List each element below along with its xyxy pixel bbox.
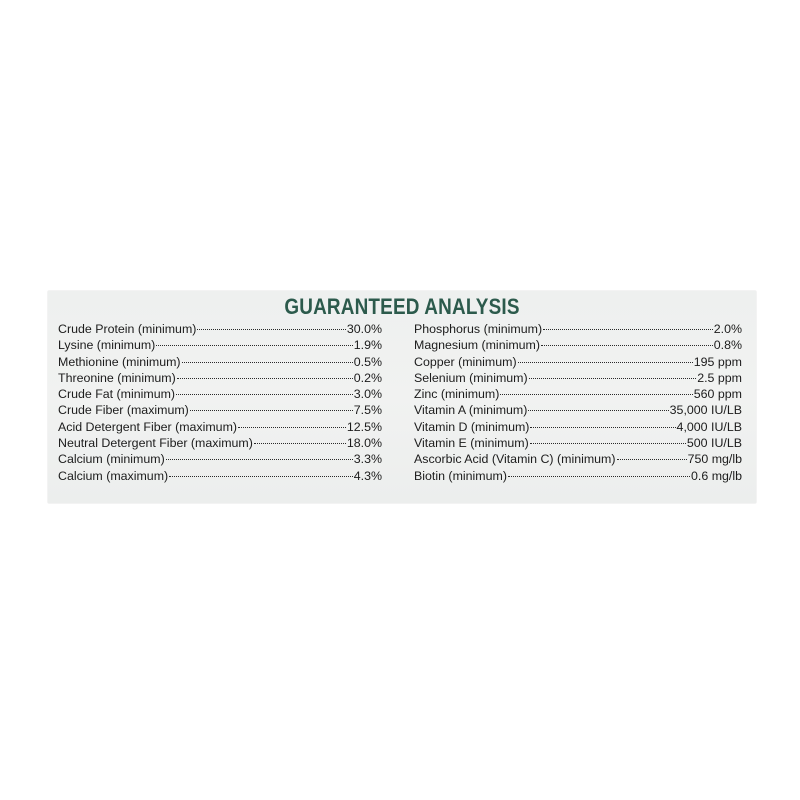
nutrient-value: 18.0%: [346, 436, 382, 451]
nutrient-name: Vitamin E (minimum): [414, 436, 529, 451]
dot-leader: [254, 443, 346, 444]
dot-leader: [182, 362, 353, 363]
nutrient-row: [58, 468, 382, 484]
dot-leader: [166, 459, 353, 460]
nutrient-value: 3.3%: [353, 452, 382, 467]
nutrient-name: Phosphorus (minimum): [414, 322, 543, 336]
nutrient-row: [414, 370, 742, 386]
dot-leader: [518, 362, 693, 363]
nutrient-row: [414, 402, 742, 418]
nutrient-name: Vitamin A (minimum): [414, 403, 528, 418]
nutrient-value: 7.5%: [353, 403, 382, 418]
nutrient-row: [58, 435, 382, 451]
dot-leader: [177, 378, 353, 379]
nutrient-row: [414, 386, 742, 402]
nutrient-row: [58, 386, 382, 402]
label-title: GUARANTEED ANALYSIS: [284, 294, 520, 319]
nutrient-name: Threonine (minimum): [58, 370, 176, 385]
nutrient-value: 3.0%: [353, 387, 382, 402]
nutrient-value: 12.5%: [346, 419, 382, 434]
right-nutrient-column: [414, 321, 742, 484]
dot-leader: [530, 443, 686, 444]
dot-leader: [529, 378, 697, 379]
dot-leader: [508, 476, 690, 477]
nutrient-name: Ascorbic Acid (Vitamin C) (minimum): [414, 452, 616, 467]
dot-leader: [169, 476, 353, 477]
nutrient-name: Crude Fat (minimum): [58, 387, 176, 402]
nutrient-name: Zinc (minimum): [414, 387, 500, 402]
nutrient-row: [58, 370, 382, 386]
nutrient-name: Vitamin D (minimum): [414, 419, 530, 434]
nutrient-value: 4.3%: [353, 468, 382, 483]
nutrient-name: Magnesium (minimum): [414, 338, 540, 353]
nutrient-name: Neutral Detergent Fiber (maximum): [58, 436, 253, 451]
dot-leader: [528, 410, 668, 411]
guaranteed-analysis-label: [48, 291, 756, 503]
nutrient-row: [414, 435, 742, 451]
nutrient-row: [58, 402, 382, 418]
nutrient-value: 750 mg/lb: [687, 452, 742, 467]
nutrient-value: 4,000 IU/LB: [676, 419, 742, 434]
dot-leader: [617, 459, 687, 460]
nutrient-value: 500 IU/LB: [686, 436, 742, 451]
nutrient-name: Lysine (minimum): [58, 338, 156, 353]
nutrient-row: [414, 468, 742, 484]
nutrient-value: 2.5 ppm: [697, 370, 742, 385]
nutrient-name: Selenium (minimum): [414, 370, 528, 385]
dot-leader: [156, 345, 352, 346]
nutrient-row: [58, 451, 382, 467]
nutrient-row: [58, 337, 382, 353]
dot-leader: [176, 394, 353, 395]
nutrient-name: Calcium (maximum): [58, 468, 169, 483]
dot-leader: [197, 329, 345, 330]
nutrient-name: Crude Protein (minimum): [58, 322, 197, 336]
nutrient-row: [414, 337, 742, 353]
dot-leader: [541, 345, 713, 346]
nutrient-name: Calcium (minimum): [58, 452, 165, 467]
nutrient-name: Copper (minimum): [414, 354, 517, 369]
nutrient-value: 1.9%: [353, 338, 382, 353]
dot-leader: [530, 427, 675, 428]
nutrient-row: [58, 321, 382, 337]
nutrient-value: 560 ppm: [693, 387, 742, 402]
nutrient-name: Crude Fiber (maximum): [58, 403, 189, 418]
nutrient-row: [414, 451, 742, 467]
nutrient-value: 0.5%: [353, 354, 382, 369]
nutrient-row: [58, 354, 382, 370]
left-nutrient-column: [58, 321, 382, 484]
nutrient-value: 0.6 mg/lb: [691, 468, 742, 483]
nutrient-name: Methionine (minimum): [58, 354, 181, 369]
nutrient-row: [414, 354, 742, 370]
nutrient-row: [58, 419, 382, 435]
dot-leader: [500, 394, 692, 395]
dot-leader: [238, 427, 346, 428]
nutrient-value: 195 ppm: [693, 354, 742, 369]
dot-leader: [190, 410, 353, 411]
nutrient-value: 30.0%: [346, 322, 382, 336]
nutrient-name: Biotin (minimum): [414, 468, 507, 483]
nutrient-value: 35,000 IU/LB: [669, 403, 742, 418]
nutrient-row: [414, 321, 742, 337]
nutrient-value: 2.0%: [713, 322, 742, 336]
nutrient-value: 0.2%: [353, 370, 382, 385]
nutrient-value: 0.8%: [713, 338, 742, 353]
dot-leader: [543, 329, 713, 330]
nutrient-row: [414, 419, 742, 435]
nutrient-name: Acid Detergent Fiber (maximum): [58, 419, 238, 434]
